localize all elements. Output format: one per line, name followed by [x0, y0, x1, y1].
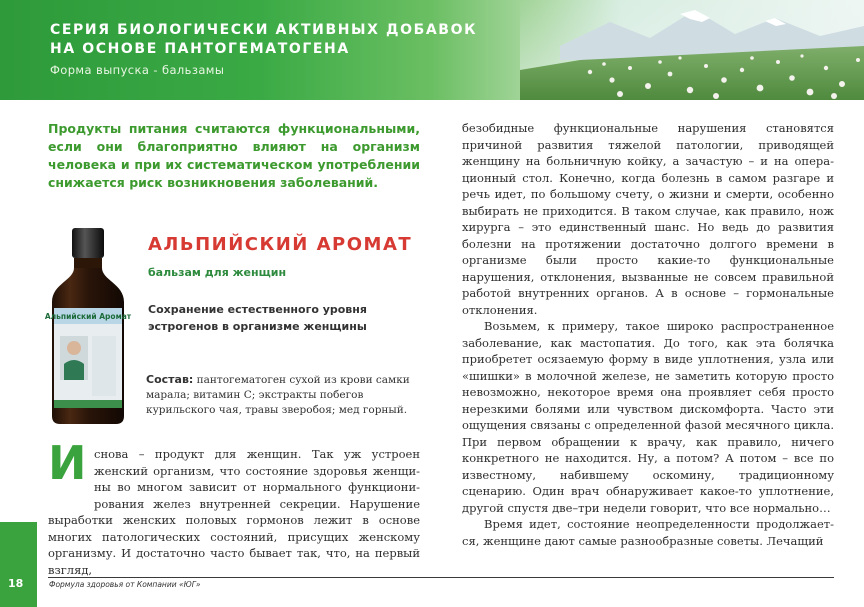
- product-subtitle: бальзам для женщин: [148, 266, 287, 279]
- product-composition: [146, 372, 424, 418]
- composition-text: пантогематоген сухой из крови самки марала; витамин С; экстракты побегов курильского чая, травы зверобоя; мед горный.: [146, 374, 410, 416]
- footer-divider: [48, 577, 834, 578]
- page-number: 18: [8, 577, 24, 590]
- drop-cap-spacer: [48, 446, 94, 496]
- balsam-bottle-image: [44, 224, 132, 428]
- series-title-line2: НА ОСНОВЕ ПАНТОГЕМАТОГЕНА: [50, 41, 350, 57]
- series-subtitle: Форма выпуска - бальзамы: [50, 63, 225, 77]
- bottle-label-text: Альпийский Аромат: [44, 312, 132, 321]
- product-name: АЛЬПИЙСКИЙ АРОМАТ: [148, 234, 413, 255]
- series-title: [50, 21, 477, 59]
- mountain-meadow-image: [520, 0, 864, 100]
- series-title-line1: СЕРИЯ БИОЛОГИЧЕСКИ АКТИВНЫХ ДОБАВОК: [50, 22, 478, 38]
- body-text-right: [462, 120, 834, 549]
- footer-text: Формула здоровья от Компании «ЮГ»: [49, 580, 201, 589]
- header-banner: [0, 0, 864, 100]
- drop-cap-letter: И: [48, 436, 87, 490]
- product-description: Сохранение естественного уровня эстрогенов в организме женщины: [148, 303, 367, 333]
- body-right-paragraph-2: Возьмем, к примеру, такое широко распространенное заболевание, как мастопатия. До того, как эта болячка приобретет осязаемую форму в виде уплотнения, узла или «шишки» в молочной железе, не заметить которую просто невозможно, некоторое время она проявляет себя просто нерезкими болями или чувством дискомфорта. Часто эти ощущения связаны с определенной фазой месячного цикла. При первом обращении к врачу, как правило, ничего конкретного не находится. Ну, а потом? А потом – все по известному, набившему оскомину, традиционному сценарию. Один врач обнаруживает какое-то уплотнение, другой спустя две–три недели говорит, что все нормально…: [462, 319, 834, 515]
- body-text-left: [48, 446, 420, 578]
- body-right-paragraph-3: Время идет, состояние неопределенности продолжается, женщине дают самые разнообразные советы. Лечащий: [462, 517, 834, 548]
- intro-paragraph: Продукты питания считаются функциональными, если они благоприятно влияют на организм человека и при их систематическом употреблении снижается риск возникновения заболеваний.: [48, 121, 420, 190]
- composition-label: Состав:: [146, 373, 194, 386]
- page-number-tab: [0, 522, 37, 607]
- body-right-paragraph-1: безобидные функциональные нарушения становятся причиной развития тяжелой патологии, приводящей женщину на больничную койку, а зачастую – и на операционный стол. Конечно, когда болезнь в самом разгаре и речь идет, по большому счету, о жизни и смерти, особенно выбирать не приходится. В таком случае, как правило, нож хирурга – это единственный шанс. Но ведь до развития болезни на протяжении достаточно долгого времени в организме были просто какие-то функциональные нарушения, отклонения, вызванные не совсем правильной работой внутренних органов. А в основе – гормональные отклонения.: [462, 121, 834, 317]
- body-left-paragraph: снова – продукт для женщин. Так уж устроен женский организм, что состояние здоровья женщины во многом зависит от нормального функционирования желез внутренней секреции. Нарушение выработки женских половых гормонов лежит в основе многих патологических состояний, присущих женскому организму. И достаточно часто бывает так, что, на первый взгляд,: [48, 447, 420, 577]
